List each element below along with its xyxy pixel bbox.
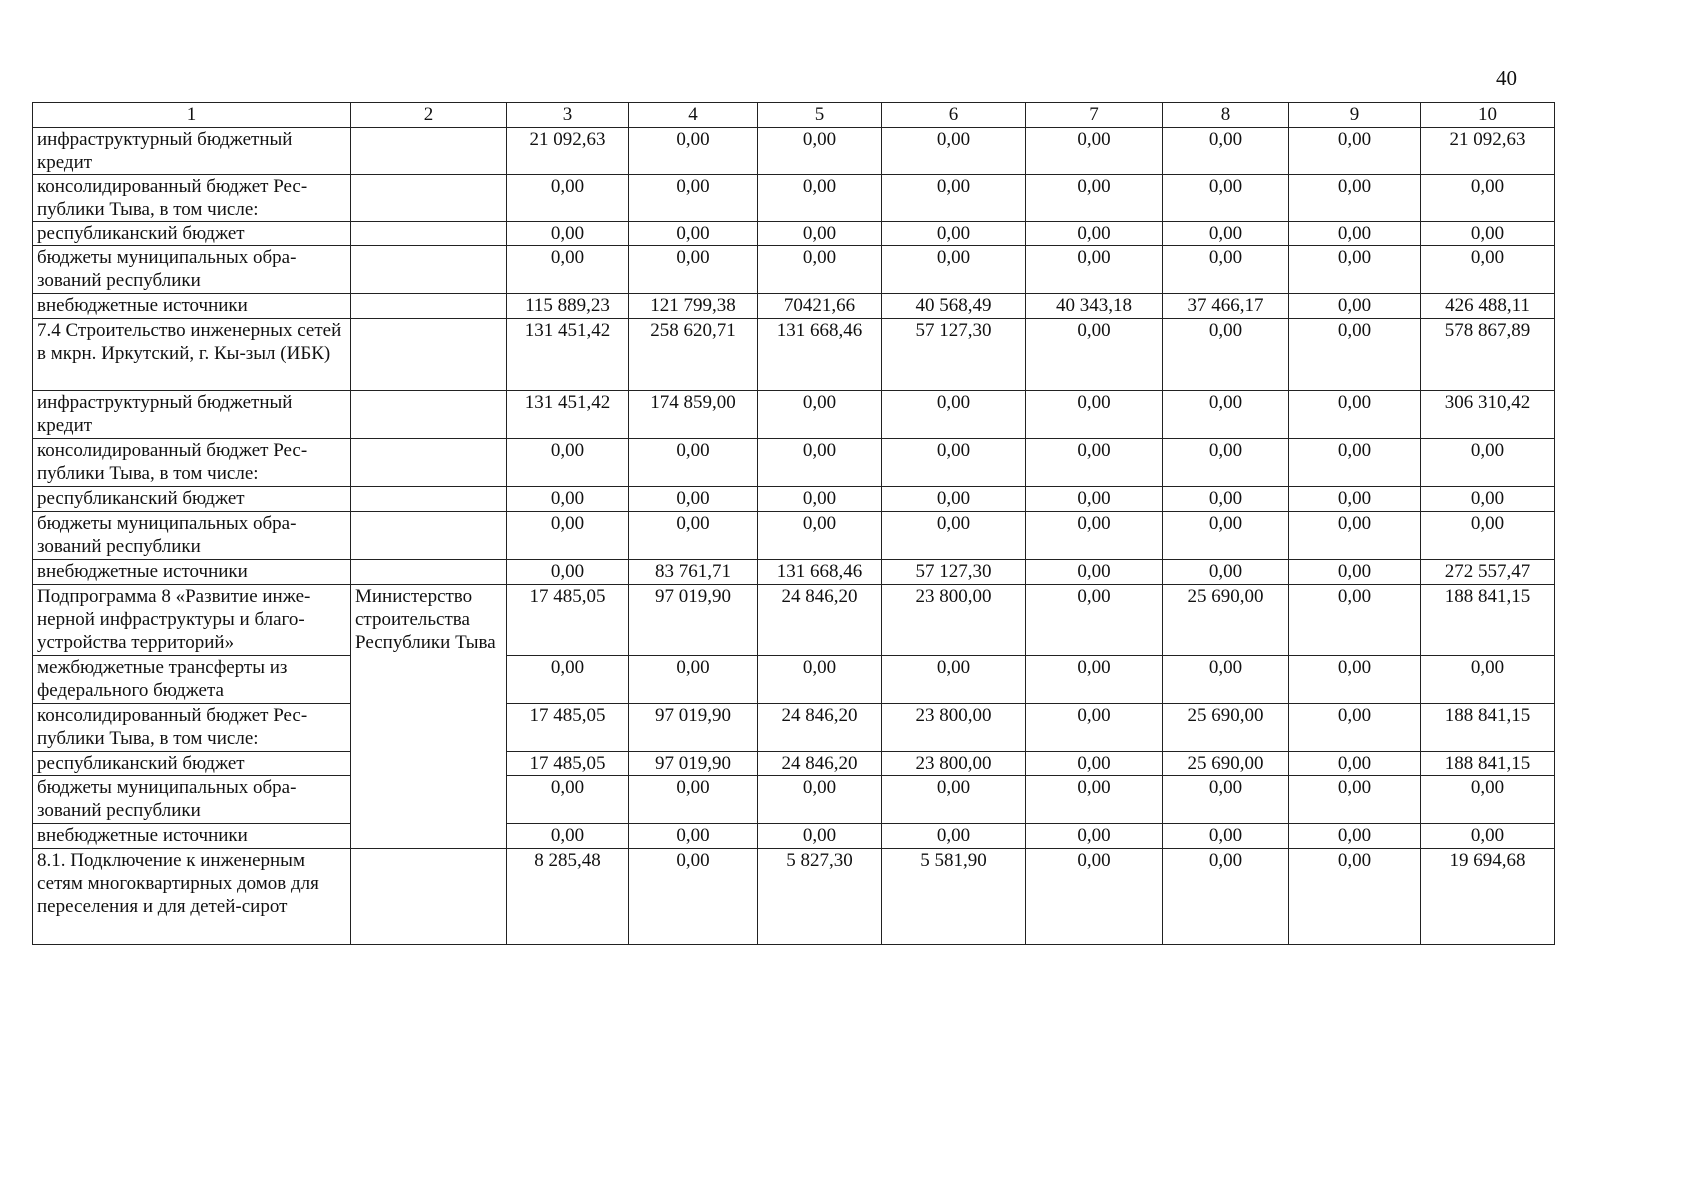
column-header: 3 xyxy=(507,103,629,128)
value-cell: 0,00 xyxy=(1289,128,1421,175)
row-label: инфраструктурный бюджетный кредит xyxy=(33,391,351,439)
value-cell: 0,00 xyxy=(758,222,882,246)
value-cell: 0,00 xyxy=(629,487,758,512)
value-cell: 23 800,00 xyxy=(882,585,1026,656)
value-cell: 0,00 xyxy=(507,246,629,294)
table-row xyxy=(33,849,1555,945)
value-cell: 0,00 xyxy=(507,487,629,512)
row-label: внебюджетные источники xyxy=(33,294,351,319)
responsible-cell xyxy=(351,222,507,246)
value-cell: 0,00 xyxy=(1289,560,1421,585)
row-label: инфраструктурный бюджетный кредит xyxy=(33,128,351,175)
value-cell: 25 690,00 xyxy=(1163,752,1289,776)
value-cell: 0,00 xyxy=(1163,128,1289,175)
column-number-row xyxy=(33,103,1555,128)
value-cell: 0,00 xyxy=(1289,294,1421,319)
row-label: Подпрограмма 8 «Развитие инже-нерной инфраструктуры и благо-устройства территорий» xyxy=(33,585,351,656)
value-cell: 0,00 xyxy=(507,656,629,704)
value-cell: 83 761,71 xyxy=(629,560,758,585)
value-cell: 0,00 xyxy=(1163,776,1289,824)
value-cell: 0,00 xyxy=(629,128,758,175)
responsible-cell xyxy=(351,849,507,945)
value-cell: 0,00 xyxy=(1026,439,1163,487)
value-cell: 0,00 xyxy=(758,175,882,222)
value-cell: 0,00 xyxy=(758,439,882,487)
value-cell: 21 092,63 xyxy=(507,128,629,175)
value-cell: 0,00 xyxy=(1289,319,1421,391)
column-header: 2 xyxy=(351,103,507,128)
value-cell: 0,00 xyxy=(758,512,882,560)
value-cell: 57 127,30 xyxy=(882,560,1026,585)
column-header: 7 xyxy=(1026,103,1163,128)
value-cell: 0,00 xyxy=(1289,439,1421,487)
column-header: 10 xyxy=(1421,103,1555,128)
value-cell: 70421,66 xyxy=(758,294,882,319)
value-cell: 57 127,30 xyxy=(882,319,1026,391)
table-row xyxy=(33,294,1555,319)
value-cell: 0,00 xyxy=(1289,656,1421,704)
value-cell: 0,00 xyxy=(507,512,629,560)
value-cell: 0,00 xyxy=(1163,824,1289,849)
value-cell: 0,00 xyxy=(1026,704,1163,752)
value-cell: 188 841,15 xyxy=(1421,752,1555,776)
value-cell: 0,00 xyxy=(882,439,1026,487)
value-cell: 0,00 xyxy=(1026,128,1163,175)
table-row xyxy=(33,560,1555,585)
value-cell: 0,00 xyxy=(758,824,882,849)
value-cell: 578 867,89 xyxy=(1421,319,1555,391)
value-cell: 0,00 xyxy=(1289,776,1421,824)
value-cell: 0,00 xyxy=(758,776,882,824)
value-cell: 17 485,05 xyxy=(507,752,629,776)
responsible-cell xyxy=(351,560,507,585)
value-cell: 0,00 xyxy=(1163,656,1289,704)
row-label: внебюджетные источники xyxy=(33,560,351,585)
value-cell: 0,00 xyxy=(629,439,758,487)
value-cell: 0,00 xyxy=(1421,776,1555,824)
value-cell: 0,00 xyxy=(1026,222,1163,246)
row-label: бюджеты муниципальных обра-зований республики xyxy=(33,512,351,560)
table-body xyxy=(33,128,1555,945)
value-cell: 24 846,20 xyxy=(758,704,882,752)
value-cell: 115 889,23 xyxy=(507,294,629,319)
responsible-cell xyxy=(351,175,507,222)
value-cell: 23 800,00 xyxy=(882,704,1026,752)
column-header: 6 xyxy=(882,103,1026,128)
value-cell: 5 827,30 xyxy=(758,849,882,945)
value-cell: 272 557,47 xyxy=(1421,560,1555,585)
value-cell: 131 668,46 xyxy=(758,319,882,391)
value-cell: 0,00 xyxy=(758,128,882,175)
value-cell: 0,00 xyxy=(1289,704,1421,752)
value-cell: 0,00 xyxy=(1289,752,1421,776)
row-label: консолидированный бюджет Рес-публики Тыва, в том числе: xyxy=(33,175,351,222)
value-cell: 17 485,05 xyxy=(507,704,629,752)
value-cell: 0,00 xyxy=(1421,175,1555,222)
responsible-cell xyxy=(351,246,507,294)
value-cell: 0,00 xyxy=(629,776,758,824)
table-row xyxy=(33,487,1555,512)
value-cell: 0,00 xyxy=(882,824,1026,849)
value-cell: 121 799,38 xyxy=(629,294,758,319)
table-row xyxy=(33,246,1555,294)
value-cell: 0,00 xyxy=(507,222,629,246)
value-cell: 97 019,90 xyxy=(629,585,758,656)
value-cell: 0,00 xyxy=(1289,824,1421,849)
table-row xyxy=(33,175,1555,222)
value-cell: 0,00 xyxy=(1289,175,1421,222)
table-row xyxy=(33,824,1555,849)
responsible-cell xyxy=(351,391,507,439)
value-cell: 0,00 xyxy=(629,824,758,849)
value-cell: 0,00 xyxy=(1026,849,1163,945)
value-cell: 24 846,20 xyxy=(758,585,882,656)
value-cell: 0,00 xyxy=(1421,246,1555,294)
value-cell: 19 694,68 xyxy=(1421,849,1555,945)
value-cell: 0,00 xyxy=(629,222,758,246)
value-cell: 0,00 xyxy=(1026,752,1163,776)
value-cell: 0,00 xyxy=(882,512,1026,560)
value-cell: 0,00 xyxy=(1026,319,1163,391)
value-cell: 0,00 xyxy=(1289,246,1421,294)
value-cell: 131 668,46 xyxy=(758,560,882,585)
value-cell: 0,00 xyxy=(1026,246,1163,294)
value-cell: 0,00 xyxy=(1163,439,1289,487)
value-cell: 0,00 xyxy=(1026,512,1163,560)
value-cell: 0,00 xyxy=(758,391,882,439)
value-cell: 0,00 xyxy=(758,487,882,512)
value-cell: 0,00 xyxy=(1421,222,1555,246)
value-cell: 97 019,90 xyxy=(629,752,758,776)
value-cell: 21 092,63 xyxy=(1421,128,1555,175)
value-cell: 0,00 xyxy=(1289,391,1421,439)
value-cell: 0,00 xyxy=(1163,849,1289,945)
row-label: республиканский бюджет xyxy=(33,222,351,246)
responsible-cell xyxy=(351,439,507,487)
table-row xyxy=(33,512,1555,560)
value-cell: 0,00 xyxy=(1421,512,1555,560)
value-cell: 25 690,00 xyxy=(1163,585,1289,656)
value-cell: 188 841,15 xyxy=(1421,704,1555,752)
responsible-executor: Министерство строительства Республики Тыва xyxy=(351,585,507,849)
value-cell: 37 466,17 xyxy=(1163,294,1289,319)
table-row xyxy=(33,752,1555,776)
value-cell: 24 846,20 xyxy=(758,752,882,776)
row-label: консолидированный бюджет Рес-публики Тыва, в том числе: xyxy=(33,439,351,487)
value-cell: 0,00 xyxy=(629,175,758,222)
value-cell: 0,00 xyxy=(1026,391,1163,439)
value-cell: 0,00 xyxy=(629,246,758,294)
value-cell: 0,00 xyxy=(1026,487,1163,512)
value-cell: 0,00 xyxy=(1026,560,1163,585)
value-cell: 0,00 xyxy=(507,824,629,849)
table-row xyxy=(33,391,1555,439)
value-cell: 0,00 xyxy=(1421,656,1555,704)
value-cell: 188 841,15 xyxy=(1421,585,1555,656)
table-row xyxy=(33,439,1555,487)
value-cell: 40 343,18 xyxy=(1026,294,1163,319)
value-cell: 0,00 xyxy=(882,391,1026,439)
table-row xyxy=(33,585,1555,656)
value-cell: 0,00 xyxy=(507,175,629,222)
value-cell: 0,00 xyxy=(1163,560,1289,585)
value-cell: 0,00 xyxy=(1421,824,1555,849)
page-number: 40 xyxy=(1496,66,1517,90)
value-cell: 0,00 xyxy=(1163,222,1289,246)
value-cell: 97 019,90 xyxy=(629,704,758,752)
table-row xyxy=(33,656,1555,704)
value-cell: 0,00 xyxy=(882,656,1026,704)
row-label: 7.4 Строительство инженерных сетей в мкрн. Иркутский, г. Кы-зыл (ИБК) xyxy=(33,319,351,391)
value-cell: 174 859,00 xyxy=(629,391,758,439)
value-cell: 0,00 xyxy=(882,246,1026,294)
row-label: бюджеты муниципальных обра-зований республики xyxy=(33,246,351,294)
value-cell: 0,00 xyxy=(1163,246,1289,294)
column-header: 1 xyxy=(33,103,351,128)
value-cell: 258 620,71 xyxy=(629,319,758,391)
value-cell: 0,00 xyxy=(1163,319,1289,391)
value-cell: 0,00 xyxy=(1163,391,1289,439)
value-cell: 0,00 xyxy=(507,776,629,824)
row-label: внебюджетные источники xyxy=(33,824,351,849)
responsible-cell xyxy=(351,487,507,512)
column-header: 9 xyxy=(1289,103,1421,128)
row-label: бюджеты муниципальных обра-зований республики xyxy=(33,776,351,824)
value-cell: 0,00 xyxy=(629,849,758,945)
value-cell: 0,00 xyxy=(882,776,1026,824)
value-cell: 0,00 xyxy=(758,246,882,294)
value-cell: 23 800,00 xyxy=(882,752,1026,776)
table-row xyxy=(33,319,1555,391)
column-header: 8 xyxy=(1163,103,1289,128)
table-row xyxy=(33,776,1555,824)
responsible-cell xyxy=(351,512,507,560)
value-cell: 131 451,42 xyxy=(507,391,629,439)
row-label: республиканский бюджет xyxy=(33,752,351,776)
value-cell: 0,00 xyxy=(1163,175,1289,222)
budget-table xyxy=(32,102,1555,945)
table-row xyxy=(33,704,1555,752)
value-cell: 0,00 xyxy=(507,560,629,585)
value-cell: 0,00 xyxy=(1026,824,1163,849)
value-cell: 306 310,42 xyxy=(1421,391,1555,439)
value-cell: 0,00 xyxy=(1289,849,1421,945)
value-cell: 0,00 xyxy=(1163,512,1289,560)
responsible-cell xyxy=(351,294,507,319)
value-cell: 0,00 xyxy=(1289,487,1421,512)
table-row xyxy=(33,222,1555,246)
value-cell: 0,00 xyxy=(1289,512,1421,560)
value-cell: 0,00 xyxy=(1026,776,1163,824)
value-cell: 131 451,42 xyxy=(507,319,629,391)
value-cell: 0,00 xyxy=(507,439,629,487)
value-cell: 5 581,90 xyxy=(882,849,1026,945)
column-header: 4 xyxy=(629,103,758,128)
value-cell: 25 690,00 xyxy=(1163,704,1289,752)
value-cell: 0,00 xyxy=(1026,585,1163,656)
responsible-cell xyxy=(351,319,507,391)
row-label: 8.1. Подключение к инженерным сетям многоквартирных домов для переселения и для детей-сирот xyxy=(33,849,351,945)
value-cell: 0,00 xyxy=(882,487,1026,512)
value-cell: 0,00 xyxy=(1163,487,1289,512)
value-cell: 8 285,48 xyxy=(507,849,629,945)
value-cell: 0,00 xyxy=(1421,439,1555,487)
value-cell: 0,00 xyxy=(629,656,758,704)
value-cell: 0,00 xyxy=(1421,487,1555,512)
value-cell: 0,00 xyxy=(629,512,758,560)
column-header: 5 xyxy=(758,103,882,128)
row-label: консолидированный бюджет Рес-публики Тыва, в том числе: xyxy=(33,704,351,752)
value-cell: 0,00 xyxy=(1026,656,1163,704)
value-cell: 0,00 xyxy=(758,656,882,704)
value-cell: 426 488,11 xyxy=(1421,294,1555,319)
value-cell: 0,00 xyxy=(882,128,1026,175)
value-cell: 0,00 xyxy=(1289,222,1421,246)
value-cell: 0,00 xyxy=(882,222,1026,246)
table-row xyxy=(33,128,1555,175)
value-cell: 17 485,05 xyxy=(507,585,629,656)
value-cell: 0,00 xyxy=(882,175,1026,222)
value-cell: 40 568,49 xyxy=(882,294,1026,319)
responsible-cell xyxy=(351,128,507,175)
value-cell: 0,00 xyxy=(1026,175,1163,222)
row-label: республиканский бюджет xyxy=(33,487,351,512)
row-label: межбюджетные трансферты из федерального бюджета xyxy=(33,656,351,704)
value-cell: 0,00 xyxy=(1289,585,1421,656)
